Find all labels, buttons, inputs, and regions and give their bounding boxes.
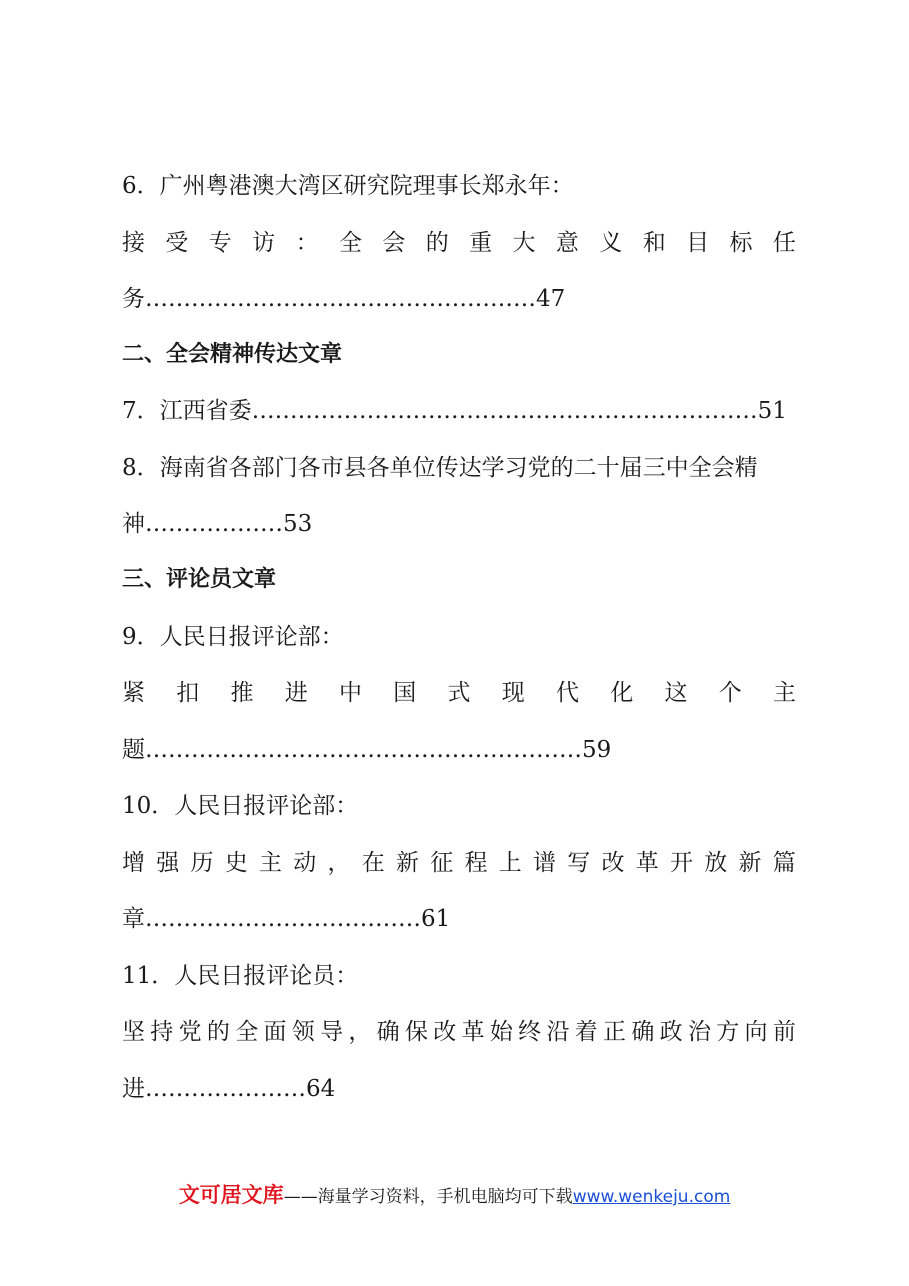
subtitle-char: 动	[293, 850, 317, 876]
subtitle-char: 程	[464, 850, 488, 876]
toc-item-11-tail: 进	[122, 1076, 145, 1102]
subtitle-char: 增	[122, 850, 145, 876]
toc-item-9-entry[interactable]	[122, 735, 796, 765]
toc-item-6-subtitle	[122, 228, 796, 258]
toc-item-9-page: 59	[582, 737, 612, 763]
subtitle-char: ：	[295, 230, 319, 256]
footer-tagline: ——海量学习资料，手机电脑均可下载	[283, 1187, 573, 1207]
toc-item-11-title: 11．人民日报评论员：	[122, 963, 359, 989]
toc-item-6-title: 6．广州粤港澳大湾区研究院理事长郑永年：	[122, 173, 574, 199]
subtitle-char: 谱	[533, 850, 556, 876]
subtitle-char: 征	[430, 850, 454, 876]
toc-item-8-tail: 神	[122, 511, 145, 537]
toc-item-6-page: 47	[536, 286, 566, 312]
subtitle-char: 史	[224, 850, 248, 876]
subtitle-char: 向	[744, 1019, 768, 1045]
subtitle-char: 领	[291, 1019, 315, 1045]
toc-item-7-title: 7．江西省委	[122, 398, 252, 424]
subtitle-char: 这	[664, 680, 688, 706]
subtitle-char: 革	[635, 850, 659, 876]
subtitle-char: 国	[393, 680, 417, 706]
toc-item-8-dots: ………………	[145, 511, 283, 537]
subtitle-char: 在	[361, 850, 385, 876]
subtitle-char: 的	[425, 230, 449, 256]
toc-item-6-tail: 务	[122, 286, 145, 312]
subtitle-char: 治	[687, 1019, 711, 1045]
toc-item-9-title: 9．人民日报评论部：	[122, 624, 344, 650]
subtitle-char: 主	[259, 850, 282, 876]
toc-item-7-entry[interactable]	[122, 396, 796, 426]
subtitle-char: 新	[738, 850, 762, 876]
toc-item-10-subtitle	[122, 848, 796, 878]
subtitle-char: 放	[704, 850, 728, 876]
subtitle-char: 的	[206, 1019, 230, 1045]
subtitle-char: 任	[772, 230, 796, 256]
subtitle-char: 式	[447, 680, 471, 706]
subtitle-char: 专	[208, 230, 232, 256]
subtitle-char: 全	[235, 1019, 259, 1045]
toc-item-10-title: 10．人民日报评论部：	[122, 793, 359, 819]
subtitle-char: 目	[686, 230, 710, 256]
subtitle-char: 现	[501, 680, 525, 706]
subtitle-char: 始	[489, 1019, 513, 1045]
subtitle-char: 开	[670, 850, 693, 876]
subtitle-char: 坚	[122, 1019, 145, 1045]
subtitle-char: ，	[327, 850, 351, 876]
toc-item-9-dots: …………………………………………………	[145, 737, 582, 763]
subtitle-char: 访	[252, 230, 276, 256]
toc-item-10-tail: 章	[122, 906, 145, 932]
subtitle-char: 持	[150, 1019, 174, 1045]
subtitle-char: 接	[122, 230, 145, 256]
subtitle-char: 意	[555, 230, 579, 256]
subtitle-char: 面	[263, 1019, 287, 1045]
toc-item-11-subtitle	[122, 1017, 796, 1047]
subtitle-char: 正	[603, 1019, 627, 1045]
toc-item-8-page: 53	[283, 511, 313, 537]
toc-item-10-entry[interactable]	[122, 904, 796, 934]
toc-item-10-page: 61	[421, 906, 451, 932]
toc-item-10-dots: ………………………………	[145, 906, 421, 932]
toc-item-11-entry[interactable]	[122, 1074, 796, 1104]
footer-link[interactable]: www.wenkeju.com	[572, 1187, 731, 1207]
subtitle-char: 紧	[122, 680, 145, 706]
toc-item-7-dots: …………………………………………………………	[251, 398, 758, 424]
subtitle-char: 会	[382, 230, 406, 256]
subtitle-char: 历	[190, 850, 214, 876]
toc-item-9-tail: 题	[122, 737, 145, 763]
subtitle-char: 大	[512, 230, 536, 256]
subtitle-char: 主	[773, 680, 796, 706]
toc-item-11-page: 64	[306, 1076, 336, 1102]
toc-item-8-title: 8．海南省各部门各市县各单位传达学习党的二十届三中全会精	[122, 455, 758, 481]
subtitle-char: 中	[339, 680, 362, 706]
subtitle-char: 义	[599, 230, 623, 256]
subtitle-char: 全	[338, 230, 362, 256]
subtitle-char: 扣	[176, 680, 200, 706]
subtitle-char: 方	[716, 1019, 740, 1045]
toc-item-11-dots: …………………	[145, 1076, 306, 1102]
subtitle-char: 保	[404, 1019, 428, 1045]
toc-item-8-entry[interactable]	[122, 509, 796, 539]
subtitle-char: 着	[574, 1019, 598, 1045]
subtitle-char: 党	[178, 1019, 202, 1045]
subtitle-char: 强	[156, 850, 180, 876]
subtitle-char: 受	[165, 230, 189, 256]
subtitle-char: 导	[320, 1019, 344, 1045]
subtitle-char: 确	[631, 1019, 655, 1045]
subtitle-char: 推	[230, 680, 254, 706]
subtitle-char: 沿	[546, 1019, 570, 1045]
subtitle-char: 标	[729, 230, 753, 256]
subtitle-char: 化	[610, 680, 634, 706]
subtitle-char: 和	[642, 230, 666, 256]
subtitle-char: 政	[659, 1019, 683, 1045]
subtitle-char: 个	[718, 680, 742, 706]
subtitle-char: 篇	[772, 850, 796, 876]
subtitle-char: ，	[348, 1019, 372, 1045]
toc-item-9-subtitle	[122, 678, 796, 708]
section-heading-3: 三、评论员文章	[122, 567, 277, 592]
toc-item-6-dots: ……………………………………………	[145, 286, 536, 312]
section-heading-2: 二、全会精神传达文章	[122, 342, 343, 367]
subtitle-char: 改	[433, 1019, 457, 1045]
toc-item-7-page: 51	[757, 398, 787, 424]
subtitle-char: 进	[284, 680, 308, 706]
subtitle-char: 确	[376, 1019, 400, 1045]
subtitle-char: 上	[498, 850, 522, 876]
subtitle-char: 重	[469, 230, 493, 256]
subtitle-char: 新	[396, 850, 419, 876]
subtitle-char: 代	[556, 680, 579, 706]
subtitle-char: 革	[461, 1019, 485, 1045]
toc-item-6-entry[interactable]	[122, 284, 796, 314]
footer-banner	[0, 1182, 909, 1210]
subtitle-char: 终	[518, 1019, 542, 1045]
subtitle-char: 前	[772, 1019, 796, 1045]
footer-brand: 文可居文库	[178, 1183, 284, 1207]
subtitle-char: 改	[601, 850, 625, 876]
subtitle-char: 写	[567, 850, 591, 876]
